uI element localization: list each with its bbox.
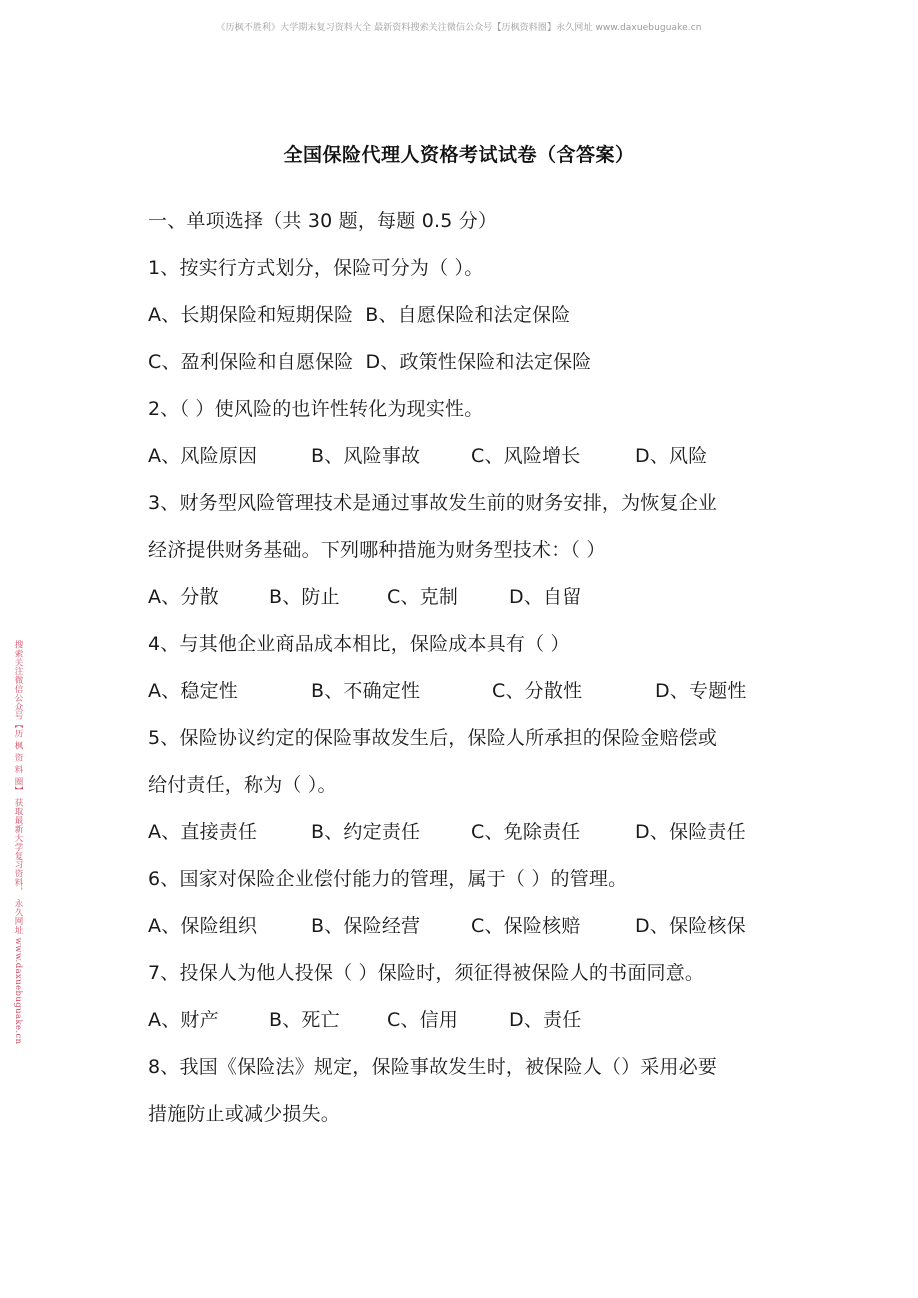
question-3-options [148,580,788,627]
q1-option-a: A、长期保险和短期保险 [148,304,354,326]
question-6-options [148,909,788,956]
q4-option-d: D、专题性 [655,680,747,702]
q2-option-c: C、风险增长 [471,445,581,467]
question-8-stem-line1: 8、我国《保险法》规定，保险事故发生时，被保险人（）采用必要 [148,1056,718,1078]
question-1-options-ab [148,298,788,345]
question-2-stem: 2、（ ）使风险的也许性转化为现实性。 [148,398,484,420]
question-1-stem: 1、按实行方式划分，保险可分为（ ）。 [148,257,484,279]
q7-option-c: C、信用 [387,1009,459,1031]
question-5-stem-line1: 5、保险协议约定的保险事故发生后，保险人所承担的保险金赔偿或 [148,727,718,749]
question-1-options-cd [148,345,788,392]
q3-option-c: C、克制 [387,586,459,608]
question-5-stem-line2: 给付责任，称为（ ）。 [148,774,337,796]
q4-option-c: C、分散性 [492,680,583,702]
question-6-stem: 6、国家对保险企业偿付能力的管理，属于（ ）的管理。 [148,868,628,890]
q4-option-b: B、不确定性 [311,680,421,702]
question-list [148,204,788,1144]
q2-option-a: A、风险原因 [148,445,258,467]
q2-option-d: D、风险 [635,445,708,467]
q7-option-b: B、死亡 [269,1009,340,1031]
question-4-options [148,674,788,721]
q1-option-d: D、政策性保险和法定保险 [365,351,592,373]
question-3-stem-line1: 3、财务型风险管理技术是通过事故发生前的财务安排，为恢复企业 [148,492,718,514]
q6-option-d: D、保险核保 [635,915,746,937]
q6-option-b: B、保险经营 [311,915,421,937]
q4-option-a: A、稳定性 [148,680,238,702]
q1-option-b: B、自愿保险和法定保险 [365,304,571,326]
question-3-stem-line2: 经济提供财务基础。下列哪种措施为财务型技术：（ ） [148,539,606,561]
q7-option-d: D、责任 [509,1009,582,1031]
q5-option-a: A、直接责任 [148,821,258,843]
question-5-options [148,815,788,862]
question-4-stem: 4、与其他企业商品成本相比，保险成本具有（ ） [148,633,570,655]
question-7-options [148,1003,788,1050]
side-watermark-note: 搜索关注微信公众号【历 枫 资 料 圈】 获取最新大学复习资料， 永久网址 www.daxuebuguake.cn [13,640,23,1045]
q5-option-d: D、保险责任 [635,821,746,843]
question-8-stem-line2: 措施防止或减少损失。 [148,1103,341,1125]
header-note: 《历枫不胜利》大学期末复习资料大全 最新资料搜索关注微信公众号【历枫资料圈】永久网址 www.daxuebuguake.cn [216,23,702,33]
q6-option-c: C、保险核赔 [471,915,581,937]
page-title: 全国保险代理人资格考试试卷（含答案） [283,144,635,166]
q5-option-b: B、约定责任 [311,821,421,843]
q3-option-a: A、分散 [148,586,219,608]
q5-option-c: C、免除责任 [471,821,581,843]
question-2-options [148,439,788,486]
q3-option-d: D、自留 [509,586,582,608]
section-heading: 一、单项选择（共 30 题，每题 0.5 分） [148,210,498,232]
q3-option-b: B、防止 [269,586,340,608]
q2-option-b: B、风险事故 [311,445,421,467]
q1-option-c: C、盈利保险和自愿保险 [148,351,354,373]
question-7-stem: 7、投保人为他人投保（ ）保险时，须征得被保险人的书面同意。 [148,962,705,984]
q7-option-a: A、财产 [148,1009,219,1031]
q6-option-a: A、保险组织 [148,915,258,937]
